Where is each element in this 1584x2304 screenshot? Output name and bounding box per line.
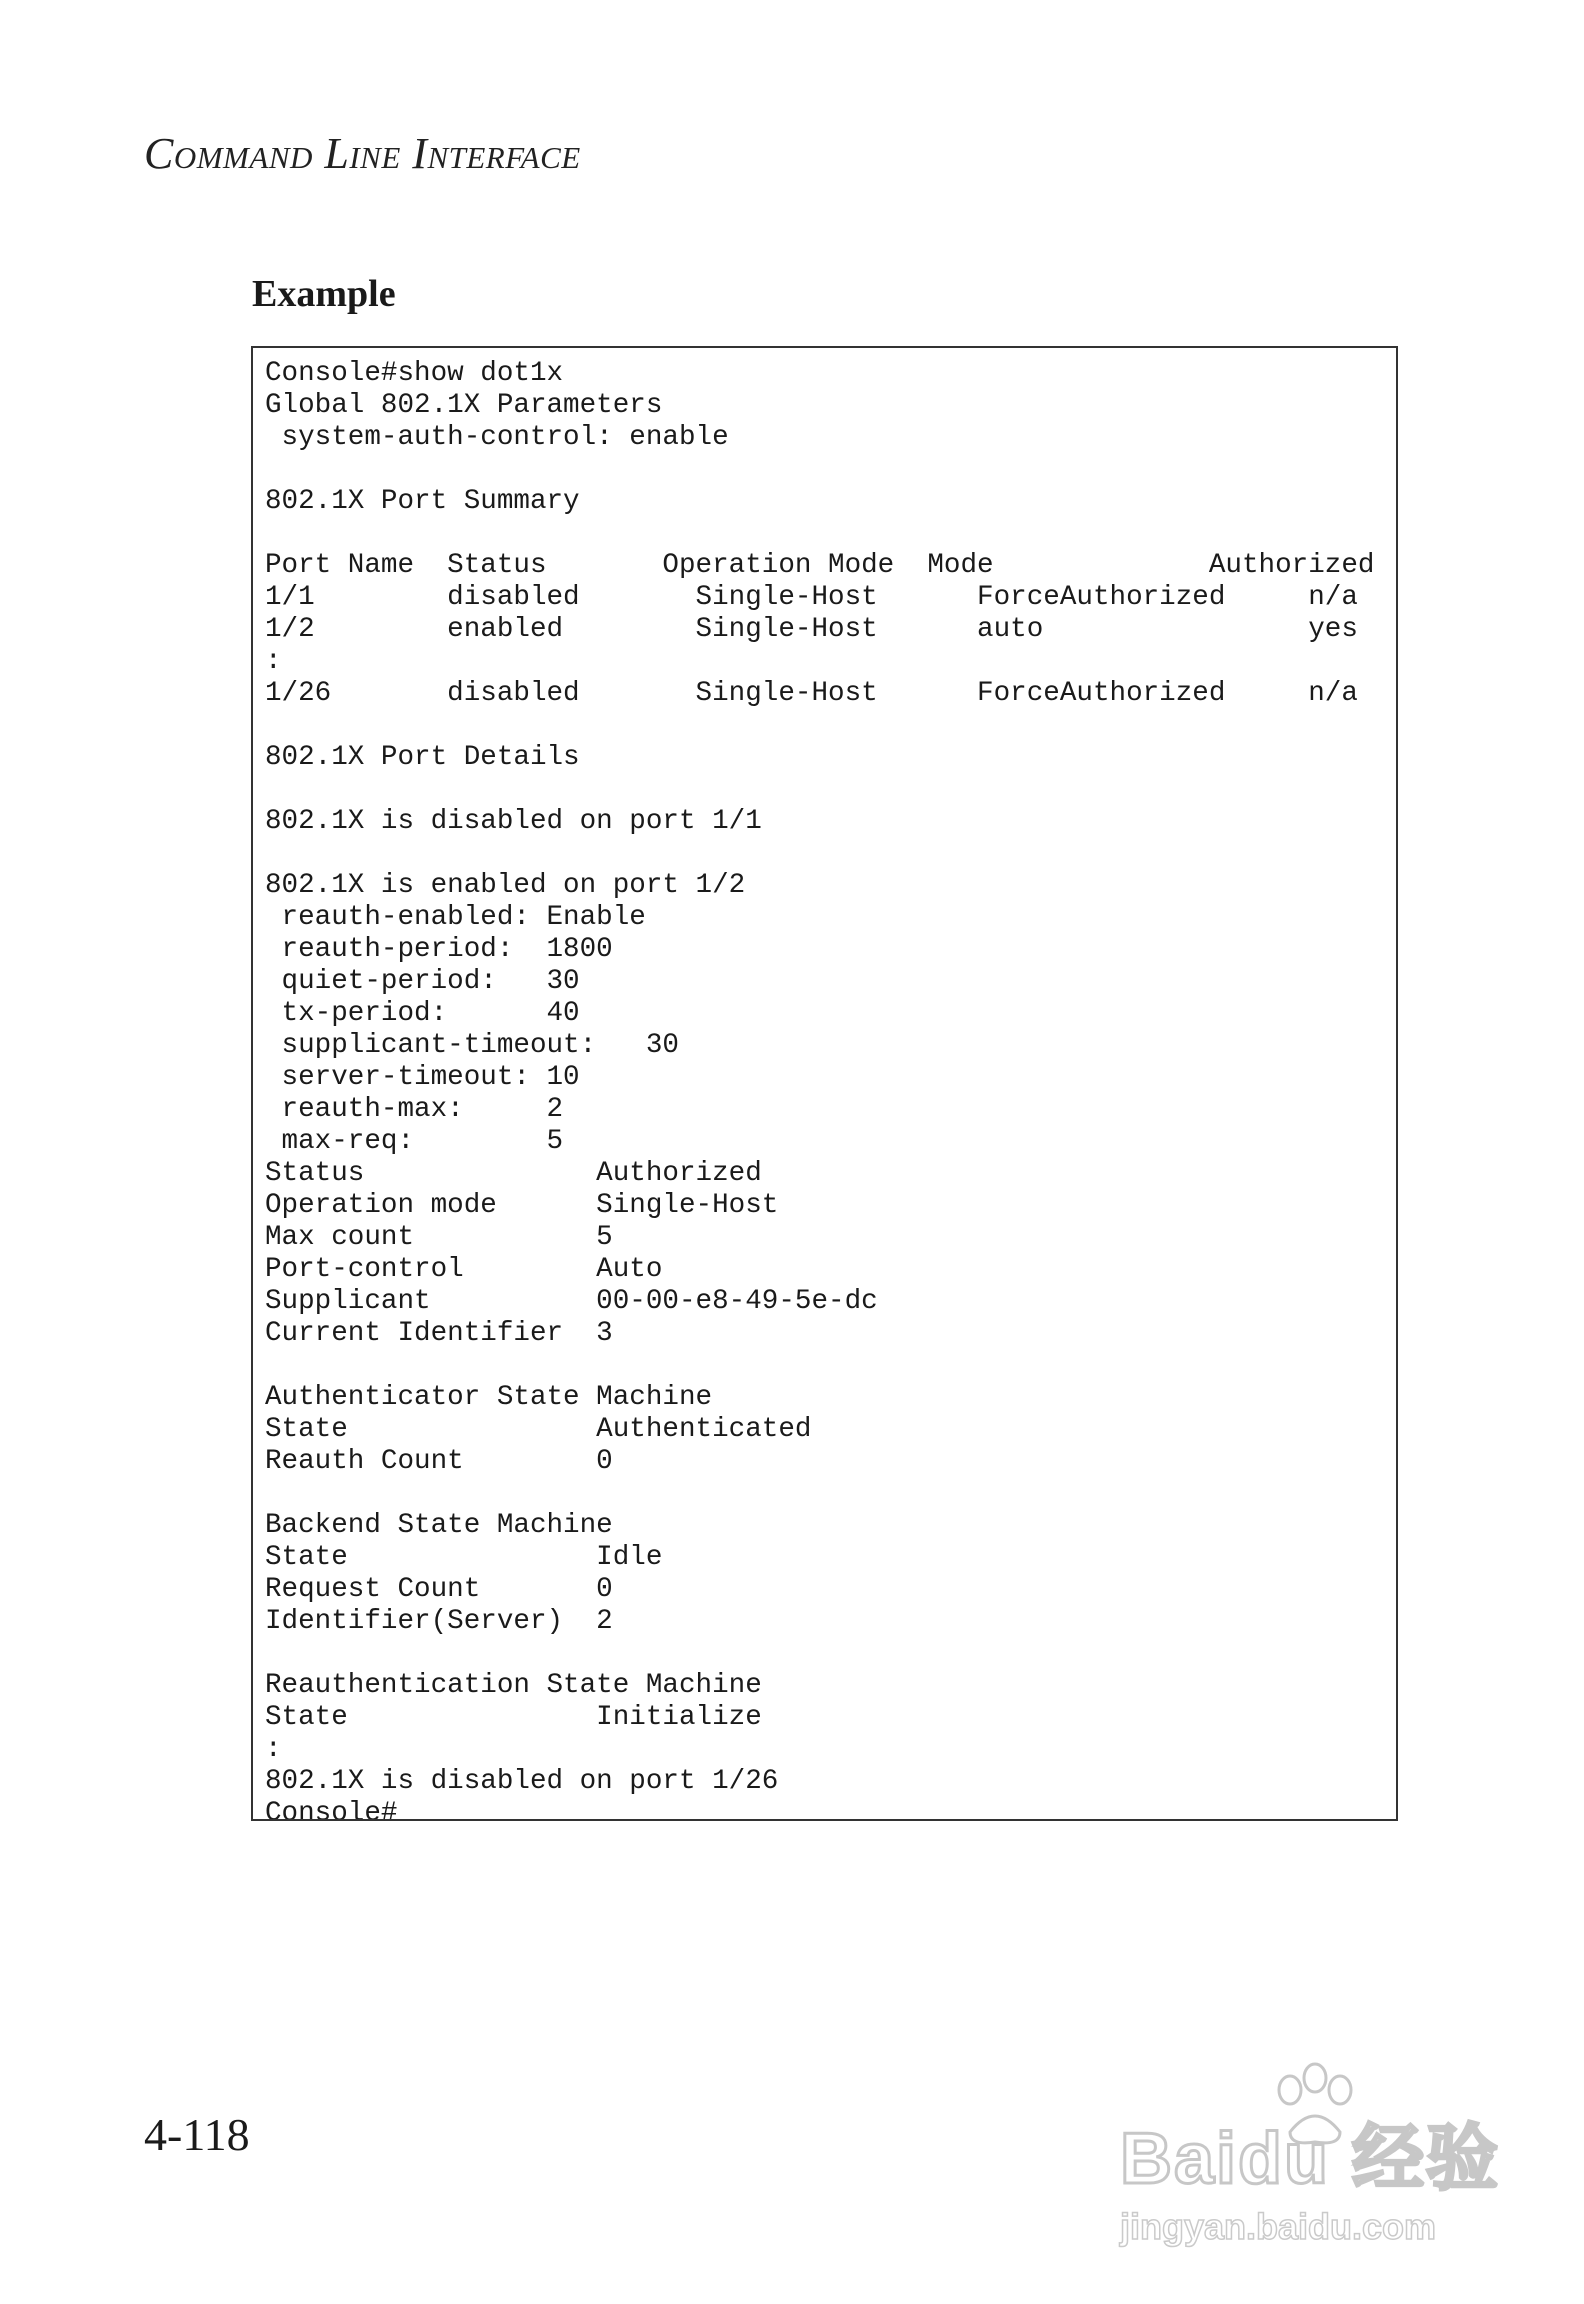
console-line: Reauth Count 0 [265, 1446, 613, 1477]
console-line: reauth-enabled: Enable [265, 902, 646, 933]
section-heading: Example [252, 273, 396, 315]
watermark-brand: Baidu 经验 [1120, 2119, 1501, 2199]
console-line: max-req: 5 [265, 1126, 564, 1157]
console-line: reauth-max: 2 [265, 1094, 564, 1125]
console-line: Request Count 0 [265, 1574, 613, 1605]
console-line: 802.1X Port Details [265, 742, 580, 773]
console-line [265, 1478, 1374, 1510]
console-line [265, 1350, 1374, 1382]
console-line: Max count 5 [265, 1222, 613, 1253]
console-line: server-timeout: 10 [265, 1062, 580, 1093]
console-line: Backend State Machine [265, 1510, 613, 1541]
console-line [265, 710, 1374, 742]
console-line: system-auth-control: enable [265, 422, 729, 453]
console-line: supplicant-timeout: 30 [265, 1030, 679, 1061]
console-line: 1/2 enabled Single-Host auto yes [265, 614, 1358, 645]
console-line: State Idle [265, 1542, 663, 1573]
baidu-watermark [1120, 2060, 1500, 2260]
console-line: reauth-period: 1800 [265, 934, 613, 965]
page-number: 4-118 [144, 2109, 250, 2160]
console-line: Reauthentication State Machine [265, 1670, 762, 1701]
console-line: 802.1X is disabled on port 1/1 [265, 806, 762, 837]
console-line [265, 454, 1374, 486]
console-line: quiet-period: 30 [265, 966, 580, 997]
console-line: 802.1X Port Summary [265, 486, 580, 517]
console-line: Port Name Status Operation Mode Mode Authorized [265, 550, 1375, 581]
console-line [265, 518, 1374, 550]
console-line: : [265, 646, 282, 677]
console-line: Operation mode Single-Host [265, 1190, 779, 1221]
console-line: Supplicant 00-00-e8-49-5e-dc [265, 1286, 878, 1317]
console-output [265, 358, 1374, 1821]
console-line: State Initialize [265, 1702, 762, 1733]
console-line [265, 774, 1374, 806]
console-line: 1/1 disabled Single-Host ForceAuthorized n/a [265, 582, 1358, 613]
console-line: Authenticator State Machine [265, 1382, 713, 1413]
console-line: State Authenticated [265, 1414, 812, 1445]
console-line [265, 1638, 1374, 1670]
console-line: Port-control Auto [265, 1254, 663, 1285]
console-line: : [265, 1734, 282, 1765]
console-line: Console# [265, 1798, 398, 1821]
console-line: Current Identifier 3 [265, 1318, 613, 1349]
console-line [265, 838, 1374, 870]
watermark-url: jingyan.baidu.com [1120, 2206, 1437, 2247]
console-line: tx-period: 40 [265, 998, 580, 1029]
running-header: Command Line Interface [144, 129, 581, 178]
console-line: Global 802.1X Parameters [265, 390, 663, 421]
console-line: 802.1X is disabled on port 1/26 [265, 1766, 779, 1797]
console-line: 802.1X is enabled on port 1/2 [265, 870, 746, 901]
console-example-box [251, 346, 1398, 1821]
console-line: 1/26 disabled Single-Host ForceAuthorized n/a [265, 678, 1358, 709]
console-line: Identifier(Server) 2 [265, 1606, 613, 1637]
console-line: Status Authorized [265, 1158, 762, 1189]
console-line: Console#show dot1x [265, 358, 564, 389]
